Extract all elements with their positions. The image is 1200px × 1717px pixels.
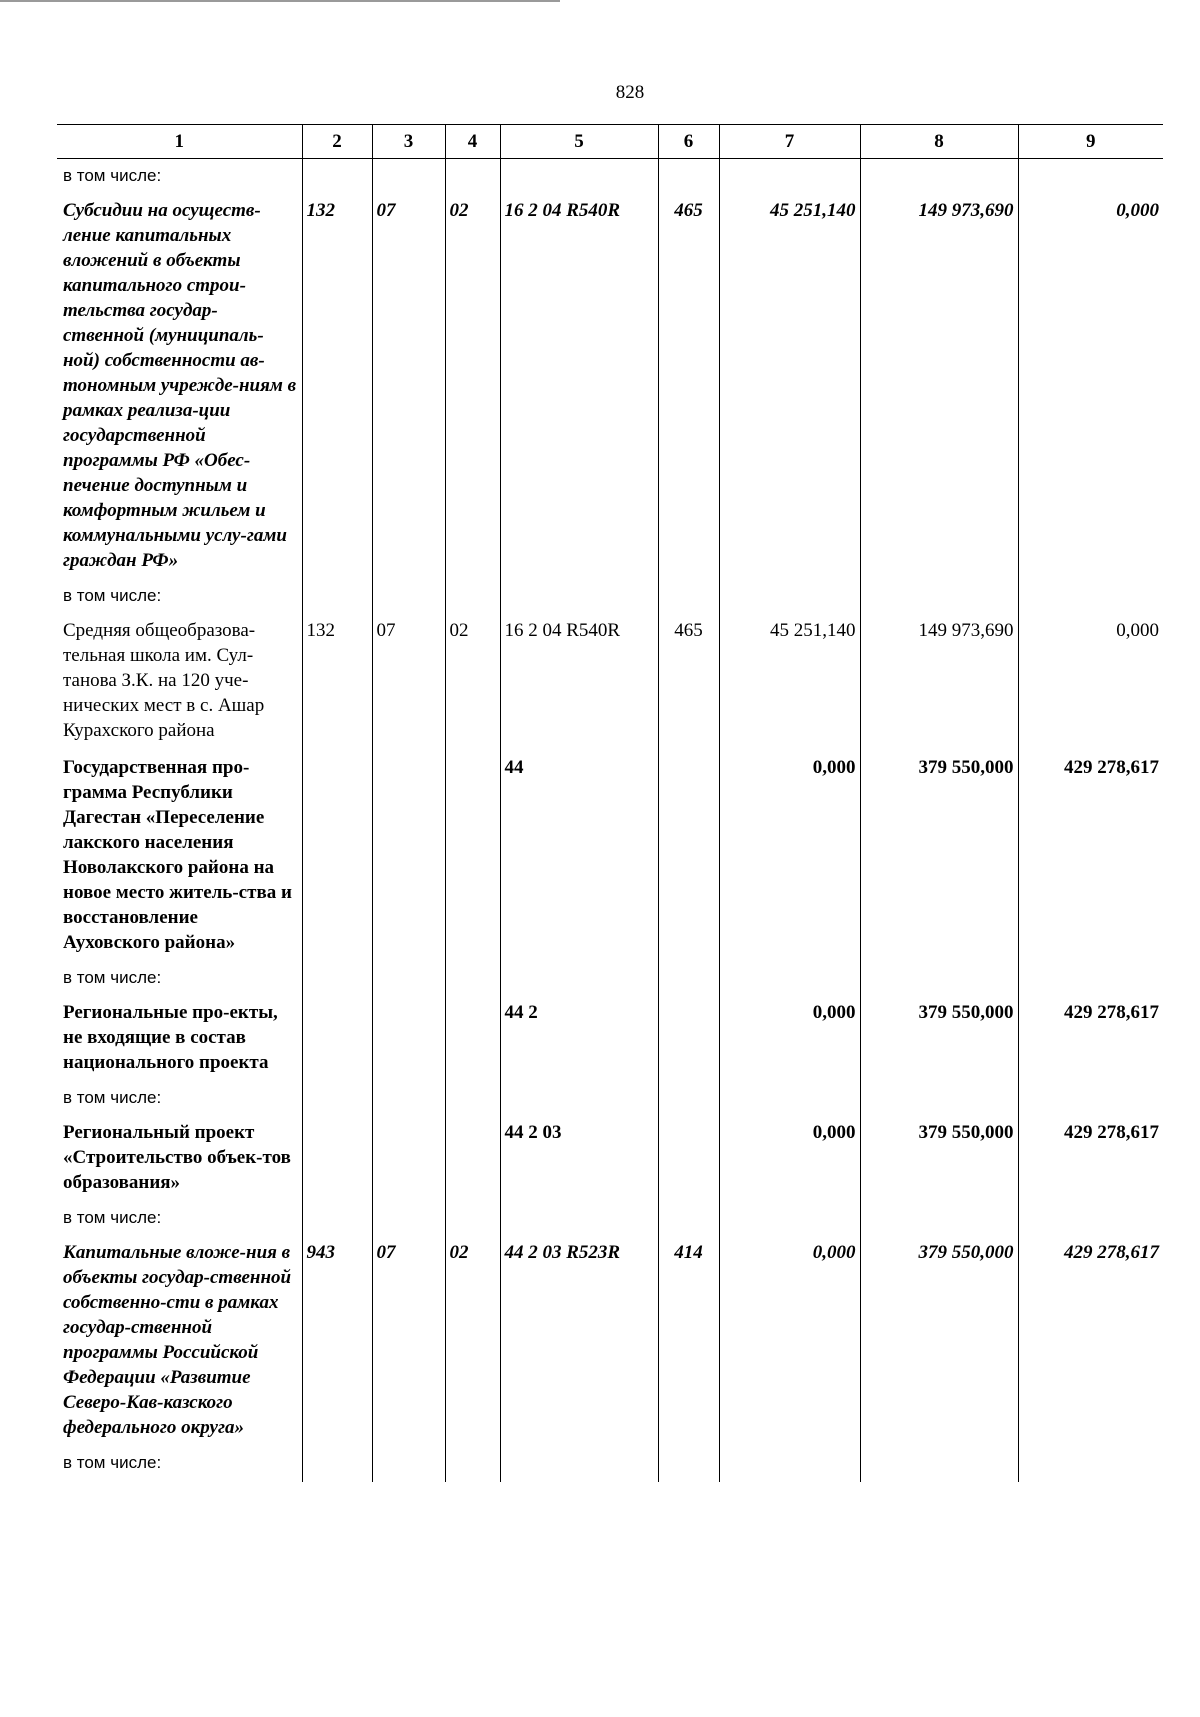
cell-amount-col7 xyxy=(719,1446,860,1482)
cell-amount-col9 xyxy=(1018,1201,1163,1234)
cell-target-item xyxy=(500,1446,658,1482)
cell-section xyxy=(372,749,445,961)
cell-amount-col8: 379 550,000 xyxy=(860,994,1018,1081)
cell-description: Государственная про-грамма Республики Дагестан «Переселение лакского населения Новолакского района на новое место житель-ства и восстановление Ауховского района» xyxy=(57,749,302,961)
cell-description: в том числе: xyxy=(57,159,302,193)
column-header-3: 3 xyxy=(372,125,445,159)
cell-admin-code xyxy=(302,1114,372,1201)
cell-subsection xyxy=(445,1446,500,1482)
table-row xyxy=(57,612,1163,749)
table-row-including-label xyxy=(57,159,1163,193)
table-row-including-label xyxy=(57,961,1163,994)
table-row-including-label xyxy=(57,1081,1163,1114)
cell-expense-type: 465 xyxy=(658,192,719,579)
cell-expense-type: 465 xyxy=(658,612,719,749)
cell-description: в том числе: xyxy=(57,579,302,612)
cell-expense-type xyxy=(658,994,719,1081)
table-row-including-label xyxy=(57,1446,1163,1482)
cell-amount-col8: 379 550,000 xyxy=(860,1234,1018,1446)
cell-target-item xyxy=(500,579,658,612)
cell-amount-col9: 429 278,617 xyxy=(1018,749,1163,961)
scan-artifact-line xyxy=(0,0,560,2)
cell-subsection xyxy=(445,1081,500,1114)
cell-admin-code xyxy=(302,749,372,961)
cell-target-item: 44 xyxy=(500,749,658,961)
cell-expense-type xyxy=(658,579,719,612)
cell-amount-col9 xyxy=(1018,579,1163,612)
cell-amount-col7 xyxy=(719,159,860,193)
cell-admin-code xyxy=(302,159,372,193)
table-row xyxy=(57,192,1163,579)
cell-amount-col7: 45 251,140 xyxy=(719,612,860,749)
cell-amount-col7: 0,000 xyxy=(719,1114,860,1201)
cell-section: 07 xyxy=(372,612,445,749)
table-row-including-label xyxy=(57,1201,1163,1234)
cell-section: 07 xyxy=(372,1234,445,1446)
cell-expense-type xyxy=(658,1081,719,1114)
table-row xyxy=(57,1114,1163,1201)
cell-amount-col9: 429 278,617 xyxy=(1018,1114,1163,1201)
cell-subsection xyxy=(445,749,500,961)
cell-admin-code xyxy=(302,1081,372,1114)
cell-expense-type xyxy=(658,1446,719,1482)
cell-subsection xyxy=(445,159,500,193)
cell-amount-col9 xyxy=(1018,1446,1163,1482)
cell-subsection: 02 xyxy=(445,1234,500,1446)
cell-section xyxy=(372,994,445,1081)
cell-section xyxy=(372,159,445,193)
cell-amount-col8: 149 973,690 xyxy=(860,192,1018,579)
cell-subsection xyxy=(445,1201,500,1234)
table-row xyxy=(57,994,1163,1081)
column-header-8: 8 xyxy=(860,125,1018,159)
cell-target-item: 44 2 xyxy=(500,994,658,1081)
cell-amount-col9 xyxy=(1018,159,1163,193)
cell-amount-col8 xyxy=(860,961,1018,994)
cell-target-item xyxy=(500,961,658,994)
cell-target-item xyxy=(500,159,658,193)
cell-subsection xyxy=(445,579,500,612)
cell-amount-col8 xyxy=(860,579,1018,612)
cell-description: в том числе: xyxy=(57,1201,302,1234)
cell-amount-col9: 0,000 xyxy=(1018,612,1163,749)
cell-section xyxy=(372,961,445,994)
column-header-5: 5 xyxy=(500,125,658,159)
cell-description: в том числе: xyxy=(57,961,302,994)
cell-section xyxy=(372,1114,445,1201)
cell-amount-col8 xyxy=(860,1446,1018,1482)
table-row-including-label xyxy=(57,579,1163,612)
cell-amount-col8 xyxy=(860,1201,1018,1234)
cell-amount-col9: 0,000 xyxy=(1018,192,1163,579)
cell-section xyxy=(372,1446,445,1482)
cell-description: Средняя общеобразова-тельная школа им. Сул-танова З.К. на 120 уче-нических мест в с. Ашар Курахского района xyxy=(57,612,302,749)
cell-target-item xyxy=(500,1201,658,1234)
cell-amount-col7: 0,000 xyxy=(719,994,860,1081)
cell-target-item: 16 2 04 R540R xyxy=(500,612,658,749)
cell-admin-code: 132 xyxy=(302,192,372,579)
cell-target-item: 16 2 04 R540R xyxy=(500,192,658,579)
cell-admin-code: 943 xyxy=(302,1234,372,1446)
cell-subsection xyxy=(445,1114,500,1201)
cell-admin-code xyxy=(302,961,372,994)
budget-table xyxy=(57,124,1163,1482)
cell-description: Региональный проект «Строительство объек-тов образования» xyxy=(57,1114,302,1201)
cell-amount-col7 xyxy=(719,961,860,994)
cell-subsection: 02 xyxy=(445,192,500,579)
cell-description: Региональные про-екты, не входящие в состав национального проекта xyxy=(57,994,302,1081)
cell-amount-col7: 45 251,140 xyxy=(719,192,860,579)
column-header-4: 4 xyxy=(445,125,500,159)
page-number: 828 xyxy=(615,82,645,103)
cell-subsection: 02 xyxy=(445,612,500,749)
cell-expense-type xyxy=(658,1201,719,1234)
cell-subsection xyxy=(445,994,500,1081)
table-row xyxy=(57,1234,1163,1446)
cell-expense-type xyxy=(658,1114,719,1201)
cell-amount-col8 xyxy=(860,159,1018,193)
cell-target-item: 44 2 03 R523R xyxy=(500,1234,658,1446)
cell-amount-col7: 0,000 xyxy=(719,1234,860,1446)
cell-admin-code xyxy=(302,1446,372,1482)
column-header-2: 2 xyxy=(302,125,372,159)
cell-admin-code: 132 xyxy=(302,612,372,749)
table-header-row xyxy=(57,125,1163,159)
cell-admin-code xyxy=(302,994,372,1081)
cell-amount-col9: 429 278,617 xyxy=(1018,994,1163,1081)
cell-amount-col7 xyxy=(719,579,860,612)
column-header-9: 9 xyxy=(1018,125,1163,159)
cell-description: Капитальные вложе-ния в объекты государ-ственной собственно-сти в рамках государ-ственной программы Российской Федерации «Развитие Северо-Кав-казского федерального округа» xyxy=(57,1234,302,1446)
cell-amount-col7 xyxy=(719,1081,860,1114)
cell-amount-col8 xyxy=(860,1081,1018,1114)
table-row xyxy=(57,749,1163,961)
cell-target-item xyxy=(500,1081,658,1114)
cell-description: Субсидии на осуществ-ление капитальных вложений в объекты капитального строи-тельства государ-ственной (муниципаль-ной) собственности ав-тономным учрежде-ниям в рамках реализа-ции государственной программы РФ «Обес-печение доступным и комфортным жильем и коммунальными услу-гами граждан РФ» xyxy=(57,192,302,579)
cell-amount-col9 xyxy=(1018,961,1163,994)
cell-amount-col8: 379 550,000 xyxy=(860,749,1018,961)
cell-section xyxy=(372,1081,445,1114)
cell-expense-type xyxy=(658,961,719,994)
cell-expense-type xyxy=(658,159,719,193)
cell-expense-type: 414 xyxy=(658,1234,719,1446)
column-header-1: 1 xyxy=(57,125,302,159)
cell-description: в том числе: xyxy=(57,1446,302,1482)
cell-amount-col7 xyxy=(719,1201,860,1234)
table-body xyxy=(57,159,1163,1483)
cell-amount-col8: 149 973,690 xyxy=(860,612,1018,749)
cell-admin-code xyxy=(302,1201,372,1234)
cell-description: в том числе: xyxy=(57,1081,302,1114)
cell-amount-col9: 429 278,617 xyxy=(1018,1234,1163,1446)
cell-section xyxy=(372,1201,445,1234)
cell-amount-col8: 379 550,000 xyxy=(860,1114,1018,1201)
cell-section xyxy=(372,579,445,612)
cell-target-item: 44 2 03 xyxy=(500,1114,658,1201)
cell-admin-code xyxy=(302,579,372,612)
column-header-7: 7 xyxy=(719,125,860,159)
column-header-6: 6 xyxy=(658,125,719,159)
cell-subsection xyxy=(445,961,500,994)
cell-amount-col9 xyxy=(1018,1081,1163,1114)
cell-amount-col7: 0,000 xyxy=(719,749,860,961)
cell-section: 07 xyxy=(372,192,445,579)
cell-expense-type xyxy=(658,749,719,961)
